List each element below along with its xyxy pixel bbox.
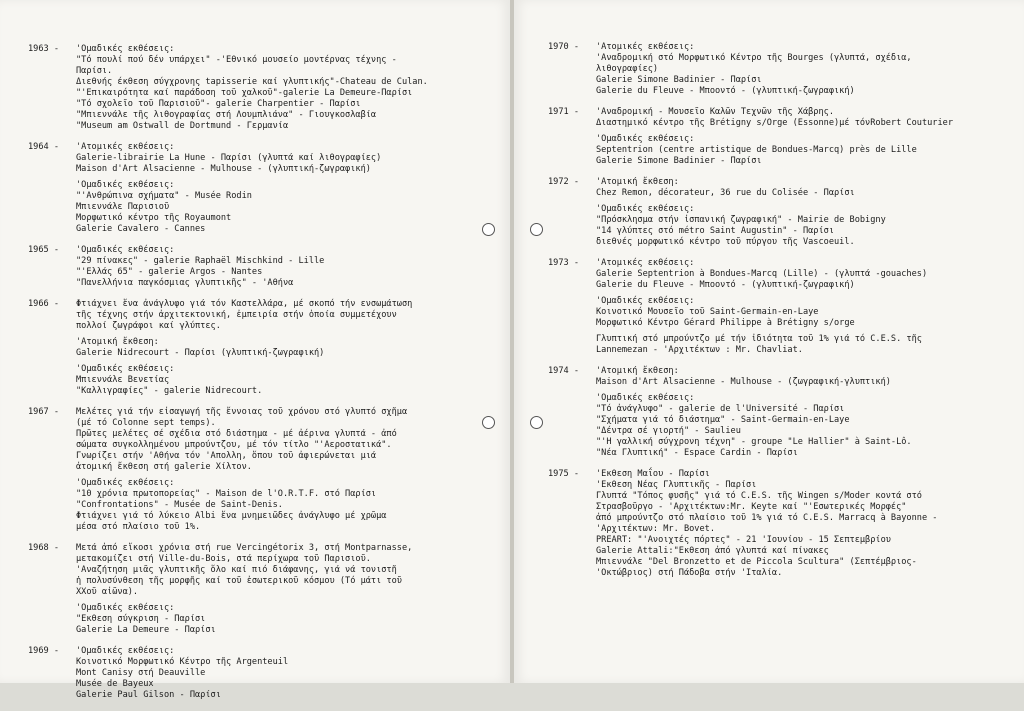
text-line: Septentrion (centre artistique de Bondues-Marcq) près de Lille xyxy=(596,145,917,155)
entry-paragraph xyxy=(596,204,1022,248)
text-line: Παρίσι. xyxy=(76,66,113,76)
text-line: Galerie du Fleuve - Μποοντό - (γλυπτική-ζωγραφική) xyxy=(596,86,855,96)
left-page xyxy=(0,0,510,700)
right-page xyxy=(514,0,1024,683)
text-line: "Δέντρα σέ γιορτή" - Saulieu xyxy=(596,426,741,436)
text-line: Μορφωτικό κέντρο τῆς Royaumont xyxy=(76,213,232,223)
text-line: 'Ομαδικές εκθέσεις: xyxy=(76,603,175,613)
entry-paragraph xyxy=(76,299,506,332)
binder-hole-left-top xyxy=(482,223,495,236)
text-line: 'Αναδρομική στό Μορφωτικό Κέντρο τῆς Bourges (γλυπτά, σχέδια, xyxy=(596,53,912,63)
binder-hole-left-bottom xyxy=(482,416,495,429)
text-line: "Τό ἀνάγλυφο" - galerie de l'Université - Παρίσι xyxy=(596,404,845,414)
entry-body xyxy=(596,366,1022,464)
entry-body xyxy=(76,142,506,240)
text-line: "29 πίνακες" - galerie Raphaël Mischkind - Lille xyxy=(76,256,325,266)
text-line: Μελέτες γιά τήν εἰσαγωγή τῆς ἔννοιας τοῦ χρόνου στό γλυπτό σχῆμα xyxy=(76,407,408,417)
entry-year: 1963 - xyxy=(28,44,60,54)
text-line: 'Ατομικές εκθέσεις: xyxy=(596,42,695,52)
text-line: 'Ομαδικές εκθέσεις: xyxy=(596,296,695,306)
text-line: "'Ελλάς 65" - galerie Argos - Nantes xyxy=(76,267,263,277)
entry-paragraph xyxy=(76,364,506,397)
entry-body xyxy=(596,258,1022,361)
text-line: Chez Remon, décorateur, 36 rue du Colisée - Παρίσι xyxy=(596,188,855,198)
entry-paragraph xyxy=(596,393,1022,459)
text-line: "10 χρόνια πρωτοπορείας" - Maison de l'O.R.T.F. στό Παρίσι xyxy=(76,489,377,499)
text-line: PREART: "'Ανοιχτές πόρτες" - 21 'Ιουνίου - 15 Σεπτεμβρίου xyxy=(596,535,891,545)
text-line: 'Ομαδικές εκθέσεις: xyxy=(76,180,175,190)
entry-body xyxy=(596,469,1022,584)
left-column xyxy=(28,44,506,711)
text-line: 'Ατομικές εκθέσεις: xyxy=(596,258,695,268)
entry-paragraph xyxy=(76,478,506,533)
text-line: 'Ατομική ἔκθεση: xyxy=(596,366,679,376)
chronology-entry xyxy=(548,177,1022,253)
text-line: ἀτομική ἔκθεση στή galerie Χίλτον. xyxy=(76,462,252,472)
chronology-entry xyxy=(28,245,506,294)
text-line: 'Ομαδικές εκθέσεις: xyxy=(76,44,175,54)
binder-hole-right-bottom xyxy=(530,416,543,429)
text-line: "Εκθεση σύγκριση - Παρίσι xyxy=(76,614,206,624)
entry-body xyxy=(76,407,506,538)
text-line: "Καλλιγραφίες" - galerie Nidrecourt. xyxy=(76,386,263,396)
entry-paragraph xyxy=(596,334,1022,356)
text-line: Μπιεννάλε Βενετίας xyxy=(76,375,170,385)
entry-year: 1966 - xyxy=(28,299,60,309)
text-line: Galerie Paul Gilson - Παρίσι xyxy=(76,690,221,700)
entry-year: 1969 - xyxy=(28,646,60,656)
text-line: Galerie Simone Badinier - Παρίσι xyxy=(596,75,762,85)
chronology-entry xyxy=(28,646,506,706)
entry-year: 1972 - xyxy=(548,177,580,187)
text-line: XXοῦ αἰῶνα). xyxy=(76,587,139,597)
entry-paragraph xyxy=(76,180,506,235)
text-line: Μετά ἀπό εἴκοσι χρόνια στή rue Vercingétorix 3, στή Montparnasse, xyxy=(76,543,413,553)
entry-year: 1965 - xyxy=(28,245,60,255)
entry-paragraph xyxy=(596,107,1022,129)
entry-year: 1970 - xyxy=(548,42,580,52)
text-line: Κοινοτικό Μουσεῖο τοῦ Saint-Germain-en-Laye xyxy=(596,307,819,317)
entry-paragraph xyxy=(596,134,1022,167)
entry-year: 1964 - xyxy=(28,142,60,152)
text-line: Φτιάχνει γιά τό λύκειο Albi ἕνα μνημειῶδες ἀνάγλυφο μέ χρῶμα xyxy=(76,511,387,521)
text-line: 'Ομαδικές εκθέσεις: xyxy=(76,478,175,488)
chronology-entry xyxy=(548,107,1022,172)
entry-body xyxy=(76,44,506,137)
text-line: ἀπό μπρούντζο στό πλαίσιο τοῦ 1% γιά τό C.E.S. Marracq à Bayonne - xyxy=(596,513,938,523)
entry-paragraph xyxy=(596,296,1022,329)
text-line: σώματα συγκολλημένου μπρούντζου, μέ τόν τίτλο "'Αεροστατικά". xyxy=(76,440,392,450)
entry-body xyxy=(76,543,506,641)
chronology-entry xyxy=(28,299,506,402)
entry-paragraph xyxy=(76,44,506,132)
text-line: "'Η γαλλική σύγχρονη τέχνη" - groupe "Le Hallier" à Saint-Lô. xyxy=(596,437,912,447)
text-line: Musée de Bayeux xyxy=(76,679,154,689)
entry-paragraph xyxy=(76,407,506,473)
text-line: Φτιάχνει ἕνα ἀνάγλυφο γιά τόν Καστελλάρα, μέ σκοπό τήν ενσωμάτωση xyxy=(76,299,413,309)
entry-year: 1973 - xyxy=(548,258,580,268)
entry-paragraph xyxy=(596,469,1022,579)
text-line: Galerie du Fleuve - Μποοντό - (γλυπτική-ζωγραφική) xyxy=(596,280,855,290)
text-line: 'Ομαδικές εκθέσεις: xyxy=(596,393,695,403)
text-line: Στρασβοῦργο - 'Αρχιτέκτων:Mr. Keyte καί "'Εσωτερικές Μορφές" xyxy=(596,502,907,512)
chronology-entry xyxy=(548,366,1022,464)
text-line: διεθνές μορφωτικό κέντρο τοῦ πύργου τῆς Vascoeuil. xyxy=(596,237,855,247)
text-line: 'Αρχιτέκτων: Mr. Bovet. xyxy=(596,524,715,534)
text-line: 'Ατομική ἔκθεση: xyxy=(76,337,159,347)
entry-body xyxy=(596,177,1022,253)
chronology-entry xyxy=(28,44,506,137)
text-line: μέσα στό πλαίσιο τοῦ 1%. xyxy=(76,522,201,532)
text-line: λιθογραφίες) xyxy=(596,64,659,74)
entry-paragraph xyxy=(76,142,506,175)
text-line: ἡ πολυσύνθεση τῆς μορφῆς καί τοῦ ἐσωτερικοῦ κόσμου (Τό μάτι τοῦ xyxy=(76,576,402,586)
text-line: πολλοί ζωγράφοι καί γλύπτες. xyxy=(76,321,221,331)
text-line: 'Εκθεση Νέας Γλυπτικῆς - Παρίσι xyxy=(596,480,757,490)
text-line: "Τό σχολεῖο τοῦ Παρισιοῦ"- galerie Charpentier - Παρίσι xyxy=(76,99,361,109)
text-line: Γνωρίζει στήν 'Αθήνα τόν 'Απολλη, ὅπου τοῦ ἀφιερώνεται μιά xyxy=(76,451,377,461)
entry-year: 1971 - xyxy=(548,107,580,117)
text-line: Galerie Septentrion à Bondues-Marcq (Lille) - (γλυπτά -gouaches) xyxy=(596,269,928,279)
text-line: Μπιεννάλε Παρισιοῦ xyxy=(76,202,170,212)
text-line: 'Ομαδικές εκθέσεις: xyxy=(596,134,695,144)
text-line: "14 γλύπτες στό métro Saint Augustin" - Παρίσι xyxy=(596,226,834,236)
entry-year: 1968 - xyxy=(28,543,60,553)
text-line: Διεθνής έκθεση σύγχρονης tapisserie καί γλυπτικής"-Chateau de Culan. xyxy=(76,77,428,87)
text-line: 'Ομαδικές εκθέσεις: xyxy=(76,245,175,255)
entry-year: 1974 - xyxy=(548,366,580,376)
entry-paragraph xyxy=(596,42,1022,97)
text-line: "Confrontations" - Musée de Saint-Denis. xyxy=(76,500,283,510)
text-line: "'Ανθρώπινα σχήματα" - Musée Rodin xyxy=(76,191,252,201)
text-line: Μπιεννάλε "Del Bronzetto et de Piccola Scultura" (Σεπτέμβριος- xyxy=(596,557,917,567)
entry-body xyxy=(76,646,506,706)
text-line: μετακομίζει στή Ville-du-Bois, στά περίχωρα τοῦ Παρισιοῦ. xyxy=(76,554,371,564)
text-line: 'Οκτώβριος) στή Πάδοβα στήν 'Ιταλία. xyxy=(596,568,783,578)
text-line: "Museum am Ostwall de Dortmund - Γερμανία xyxy=(76,121,289,131)
text-line: 'Ατομική ἔκθεση: xyxy=(596,177,679,187)
binder-hole-right-top xyxy=(530,223,543,236)
entry-paragraph xyxy=(76,603,506,636)
text-line: "Σχήματα γιά τό διάστημα" - Saint-Germain-en-Laye xyxy=(596,415,850,425)
entry-paragraph xyxy=(596,258,1022,291)
entry-paragraph xyxy=(596,366,1022,388)
text-line: Κοινοτικό Μορφωτικό Κέντρο τῆς Argenteuil xyxy=(76,657,289,667)
text-line: Maison d'Art Alsacienne - Mulhouse - (γλυπτική-ζωγραφική) xyxy=(76,164,371,174)
entry-paragraph xyxy=(76,337,506,359)
chronology-entry xyxy=(548,42,1022,102)
chronology-entry xyxy=(28,142,506,240)
text-line: 'Ομαδικές εκθέσεις: xyxy=(76,364,175,374)
text-line: Πρῶτες μελέτες σέ σχέδια στό διάστημα - μέ ἀέρινα γλυπτά - ἀπό xyxy=(76,429,397,439)
text-line: Mont Canisy στή Deauville xyxy=(76,668,206,678)
text-line: Galerie-librairie La Hune - Παρίσι (γλυπτά καί λιθογραφίες) xyxy=(76,153,382,163)
entry-body xyxy=(76,299,506,402)
text-line: "Πρόσκλησμα στήν ἰσπανική ζωγραφική" - Mairie de Bobigny xyxy=(596,215,886,225)
text-line: 'Εκθεση Μαΐου - Παρίσι xyxy=(596,469,710,479)
text-line: (μέ τό Colonne sept temps). xyxy=(76,418,216,428)
text-line: τῆς τέχνης στήν ἀρχιτεκτονική, ἐμπειρία στήν ὁποία συμμετέχουν xyxy=(76,310,397,320)
text-line: 'Ομαδικές εκθέσεις: xyxy=(76,646,175,656)
entry-body xyxy=(596,107,1022,172)
text-line: "Πανελλήνια παγκόσμιας γλυπτικῆς" - 'Αθήνα xyxy=(76,278,294,288)
text-line: "Μπιεννάλε τῆς λιθογραφίας στή Λουμπλιάνα" - Γιουγκοσλαβία xyxy=(76,110,377,120)
text-line: Galerie Cavalero - Cannes xyxy=(76,224,206,234)
text-line: Γλυπτική στό μπρούντζο μέ τήν ἰδιότητα τοῦ 1% γιά τό C.E.S. τῆς xyxy=(596,334,922,344)
entry-paragraph xyxy=(76,543,506,598)
text-line: Lannemezan - 'Αρχιτέκτων : Mr. Chavliat. xyxy=(596,345,803,355)
entry-paragraph xyxy=(76,646,506,701)
text-line: Galerie La Demeure - Παρίσι xyxy=(76,625,216,635)
text-line: Galerie Simone Badinier - Παρίσι xyxy=(596,156,762,166)
entry-paragraph xyxy=(596,177,1022,199)
text-line: 'Αναζήτηση μιᾶς γλυπτικῆς ὅλο καί πιό διάφανης, γιά νά τονιστῆ xyxy=(76,565,397,575)
chronology-entry xyxy=(548,258,1022,361)
chronology-entry xyxy=(548,469,1022,584)
text-line: 'Ομαδικές εκθέσεις: xyxy=(596,204,695,214)
right-column xyxy=(548,42,1022,589)
text-line: Γλυπτά "Τόπος φυσῆς" γιά τό C.E.S. τῆς Wingen s/Moder κοντά στό xyxy=(596,491,922,501)
text-line: "'Επικαιρότητα καί παράδοση τοῦ χαλκοῦ"-galerie La Demeure-Παρίσι xyxy=(76,88,413,98)
text-line: Galerie Nidrecourt - Παρίσι (γλυπτική-ζωγραφική) xyxy=(76,348,325,358)
text-line: Galerie Attali:"Εκθεση ἀπό γλυπτά καί πίνακες xyxy=(596,546,829,556)
entry-body xyxy=(76,245,506,294)
text-line: Maison d'Art Alsacienne - Mulhouse - (ζωγραφική-γλυπτική) xyxy=(596,377,891,387)
text-line: 'Αναδρομική - Μουσεῖο Καλῶν Τεχνῶν τῆς Χάβρης. xyxy=(596,107,834,117)
text-line: 'Ατομικές εκθέσεις: xyxy=(76,142,175,152)
text-line: Μορφωτικό Κέντρο Gérard Philippe à Brétigny s/orge xyxy=(596,318,855,328)
text-line: Διαστημικό κέντρο τῆς Brétigny s/Orge (Essonne)μέ τόνRobert Couturier xyxy=(596,118,953,128)
text-line: "Νέα Γλυπτική" - Espace Cardin - Παρίσι xyxy=(596,448,798,458)
entry-body xyxy=(596,42,1022,102)
entry-paragraph xyxy=(76,245,506,289)
entry-year: 1967 - xyxy=(28,407,60,417)
text-line: "Τό πουλί πού δέν υπάρχει" -'Εθνικό μουσείο μοντέρνας τέχνης - xyxy=(76,55,397,65)
entry-year: 1975 - xyxy=(548,469,580,479)
chronology-entry xyxy=(28,407,506,538)
chronology-entry xyxy=(28,543,506,641)
